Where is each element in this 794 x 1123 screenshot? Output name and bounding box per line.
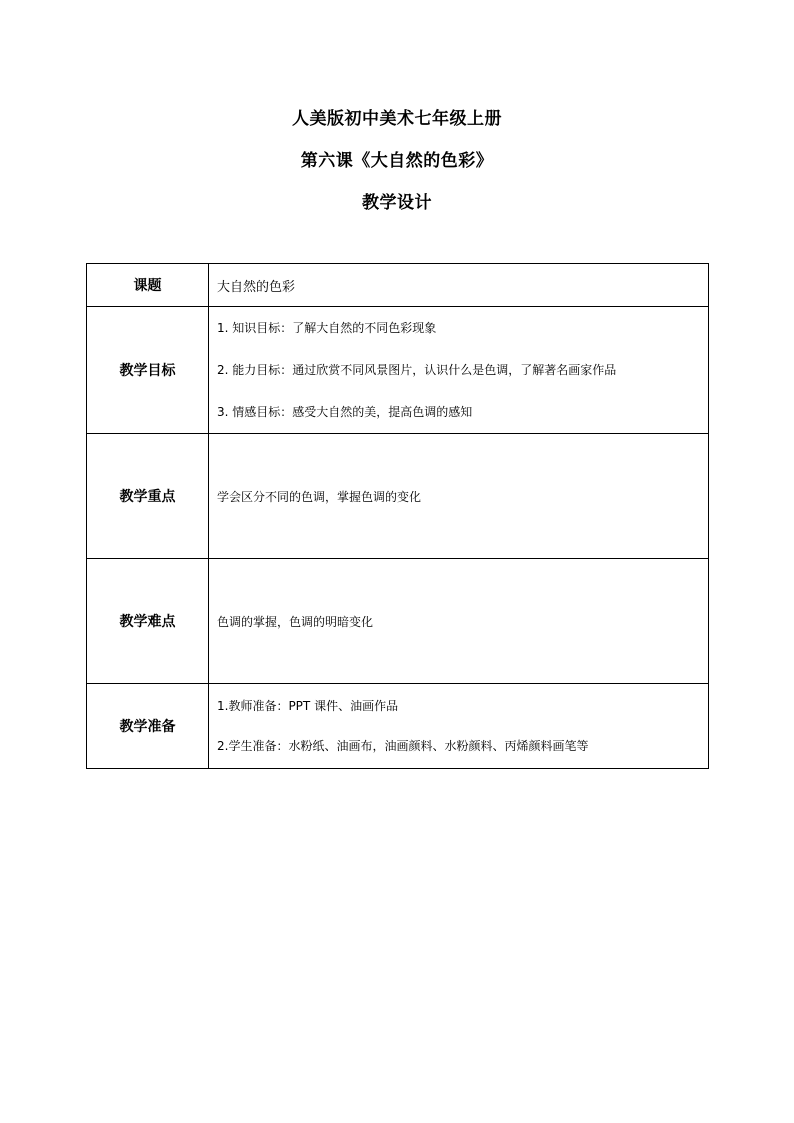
topic-value: 大自然的色彩 — [209, 264, 709, 307]
difficulties-label: 教学难点 — [87, 559, 209, 684]
preparation-student: 2.学生准备：水粉纸、油画布，油画颜料、水粉颜料、丙烯颜料画笔等 — [217, 739, 589, 753]
preparation-teacher: 1.教师准备：PPT 课件、油画作品 — [217, 699, 399, 713]
goal-ability: 2. 能力目标：通过欣赏不同风景图片，认识什么是色调，了解著名画家作品 — [217, 363, 617, 377]
topic-label: 课题 — [87, 264, 209, 307]
document-title-series: 人美版初中美术七年级上册 — [292, 109, 502, 129]
document-header — [0, 104, 794, 230]
goal-knowledge: 1. 知识目标：了解大自然的不同色彩现象 — [217, 321, 437, 335]
difficulties-value: 色调的掌握，色调的明暗变化 — [209, 559, 709, 684]
table-row-goals — [87, 307, 709, 434]
key-points-value: 学会区分不同的色调，掌握色调的变化 — [209, 434, 709, 559]
goals-content — [209, 307, 709, 434]
goal-emotion: 3. 情感目标：感受大自然的美，提高色调的感知 — [217, 405, 473, 419]
goals-label: 教学目标 — [87, 307, 209, 434]
key-points-label: 教学重点 — [87, 434, 209, 559]
preparation-label: 教学准备 — [87, 684, 209, 769]
document-title-lesson: 第六课《大自然的色彩》 — [300, 151, 494, 171]
preparation-content — [209, 684, 709, 769]
lesson-plan-table — [86, 263, 709, 769]
table-row-key-points — [87, 434, 709, 559]
table-row-difficulties — [87, 559, 709, 684]
table-row-preparation — [87, 684, 709, 769]
document-title-type: 教学设计 — [362, 193, 432, 213]
table-row-topic — [87, 264, 709, 307]
